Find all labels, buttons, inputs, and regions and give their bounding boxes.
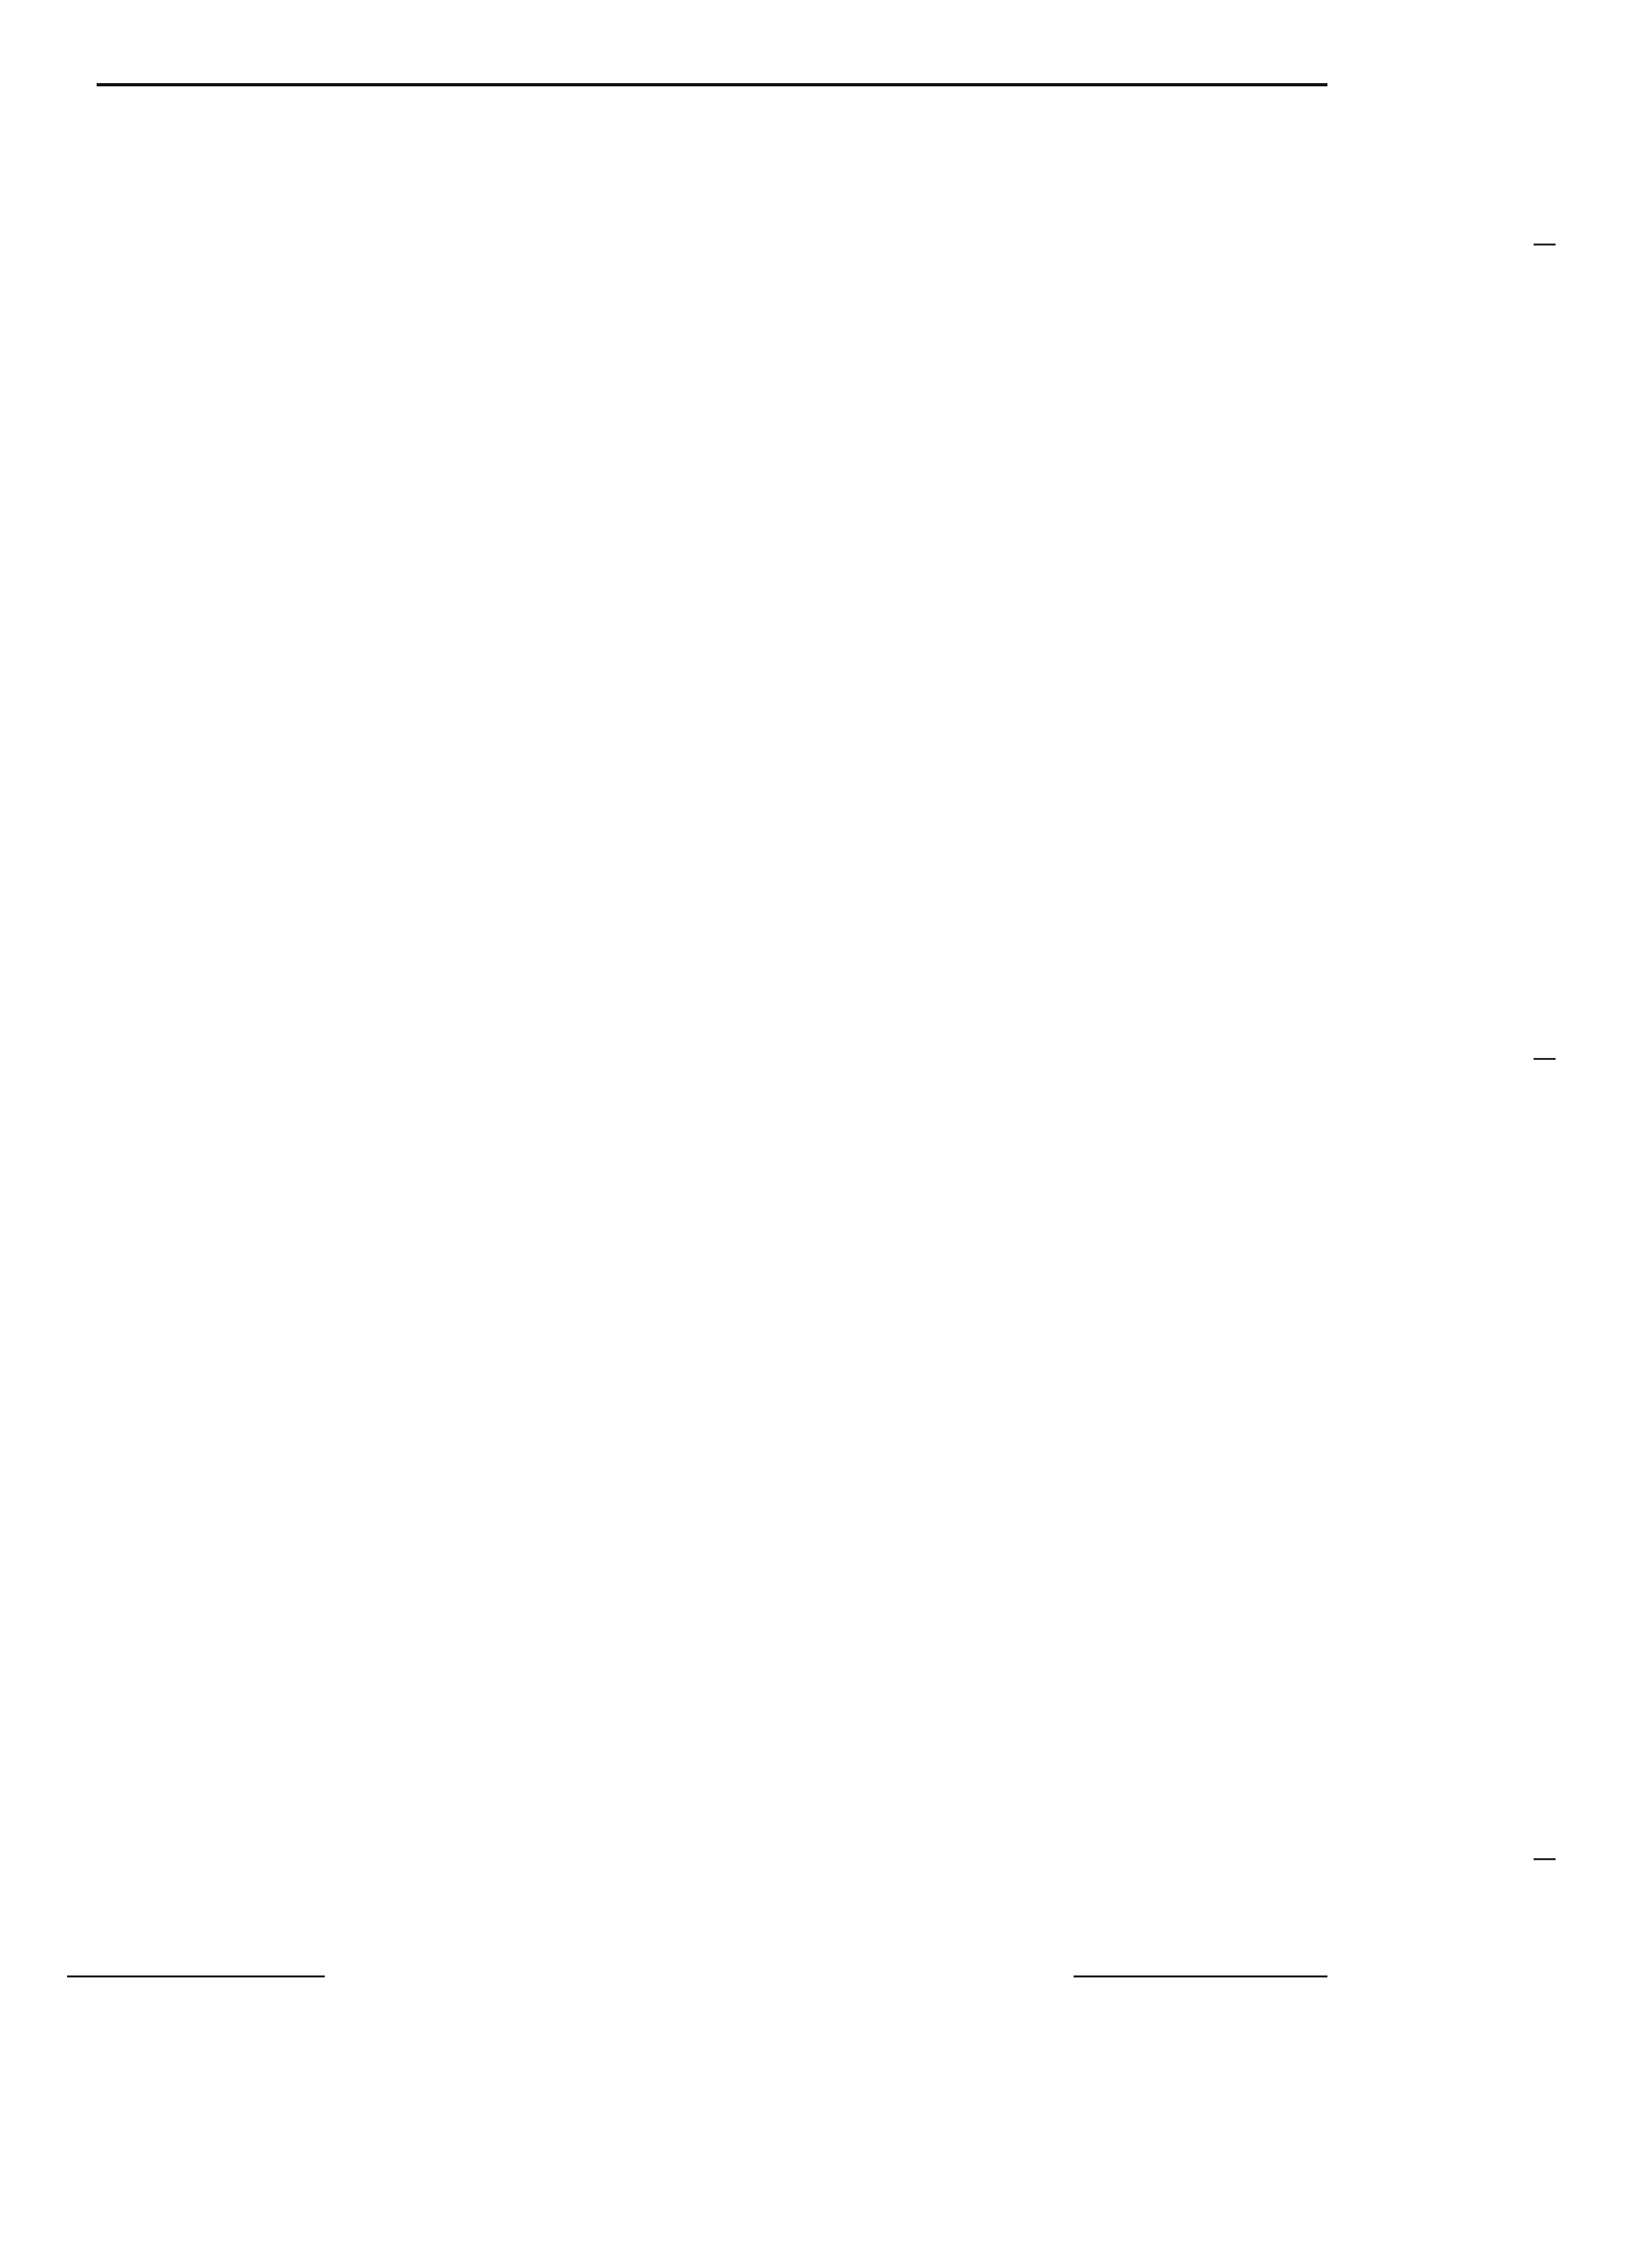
margin-tick bbox=[1534, 1058, 1556, 1060]
margin-tick bbox=[1534, 244, 1556, 245]
margin-tick bbox=[1534, 1858, 1556, 1860]
footer-rule-right bbox=[1074, 1975, 1327, 1977]
footer-rule-left bbox=[67, 1975, 325, 1977]
